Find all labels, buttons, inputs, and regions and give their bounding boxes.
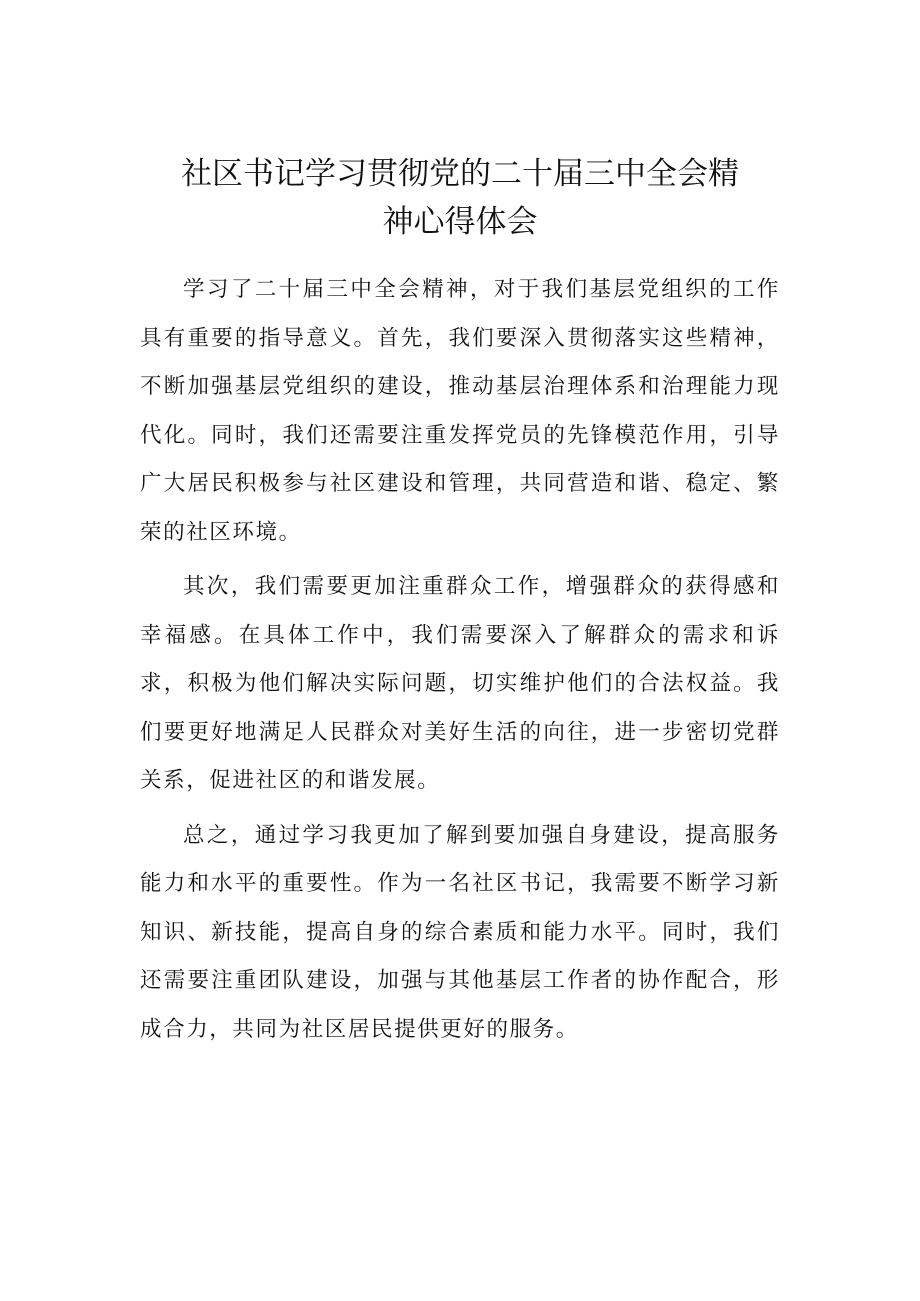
document-title <box>140 150 780 246</box>
title-line-2: 神心得体会 <box>382 204 538 240</box>
paragraph-2: 其次，我们需要更加注重群众工作，增强群众的获得感和幸福感。在具体工作中，我们需要深入了解群众的需求和诉求，积极为他们解决实际问题，切实维护他们的合法权益。我们要更好地满足人民群众对美好生活的向往，进一步密切党群关系，促进社区的和谐发展。 <box>140 574 780 793</box>
document-body <box>140 266 780 1060</box>
title-line-1: 社区书记学习贯彻党的二十届三中全会精 <box>181 156 739 192</box>
paragraph-1: 学习了二十届三中全会精神，对于我们基层党组织的工作具有重要的指导意义。首先，我们要深入贯彻落实这些精神，不断加强基层党组织的建设，推动基层治理体系和治理能力现代化。同时，我们还需要注重发挥党员的先锋模范作用，引导广大居民积极参与社区建设和管理，共同营造和谐、稳定、繁荣的社区环境。 <box>140 277 780 545</box>
paragraph-3: 总之，通过学习我更加了解到要加强自身建设，提高服务能力和水平的重要性。作为一名社区书记，我需要不断学习新知识、新技能，提高自身的综合素质和能力水平。同时，我们还需要注重团队建设，加强与其他基层工作者的协作配合，形成合力，共同为社区居民提供更好的服务。 <box>140 822 780 1042</box>
